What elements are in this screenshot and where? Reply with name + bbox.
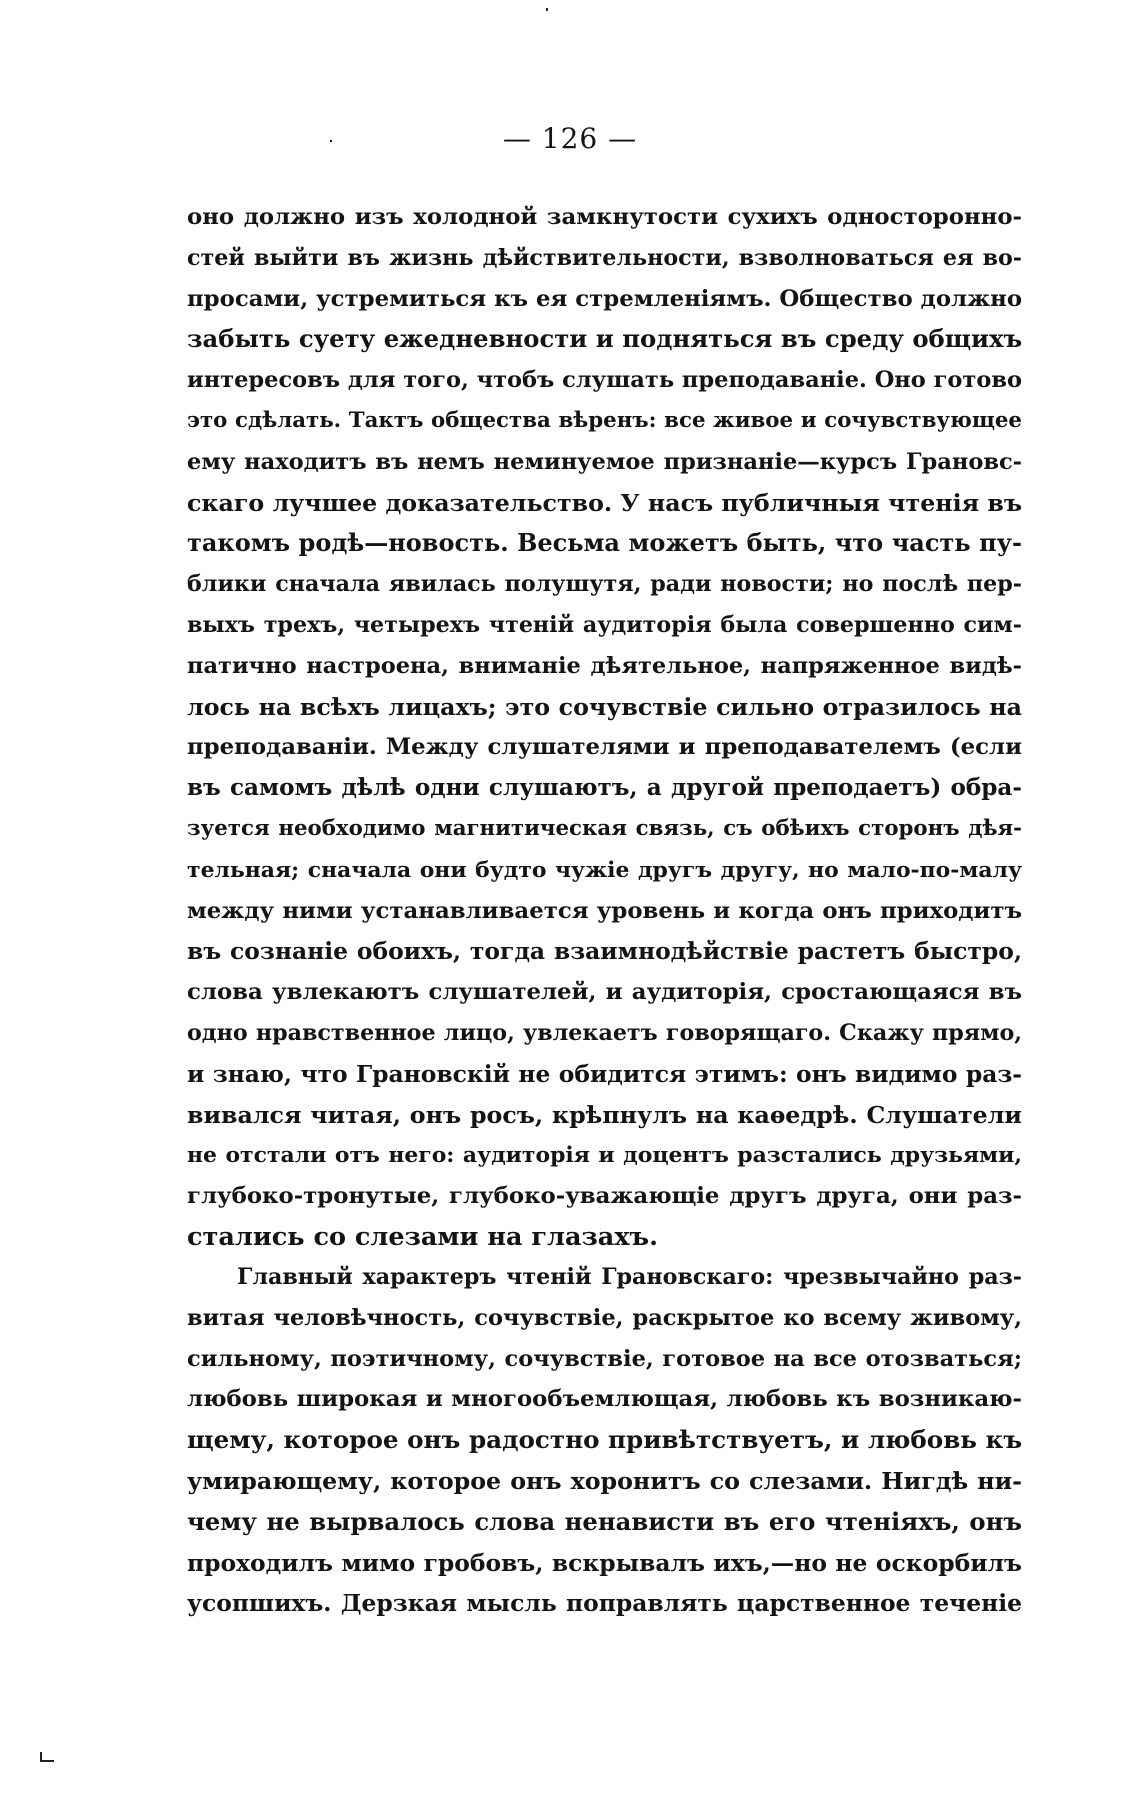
text-line: не отстали отъ него: аудиторія и доцентъ разстались друзьями, [187,1142,1022,1169]
text-line: въ самомъ дѣлѣ одни слушаютъ, а другой преподаетъ) обра- [187,774,1022,802]
text-line: одно нравственное лицо, увлекаетъ говорящаго. Скажу прямо, [187,1019,1022,1046]
text-line: усопшихъ. Дерзкая мысль поправлять царственное теченіе [187,1589,1022,1618]
text-line: тельная; сначала они будто чужіе другъ другу, но мало-по-малу [187,856,1022,883]
text-line: просами, устремиться къ ея стремленіямъ. Общество должно [187,285,1023,312]
text-line: умирающему, которое онъ хоронитъ со слезами. Нигдѣ ни- [187,1466,1022,1495]
text-line: вивался читая, онъ росъ, крѣпнулъ на каѳедрѣ. Слушатели [187,1100,1022,1129]
page-number: — 126 — [502,122,638,155]
text-line: забыть суету ежедневности и подняться въ среду общихъ [187,324,1023,354]
text-line: глубоко-тронутые, глубоко-уважающіе другъ друга, они раз- [187,1183,1022,1210]
scan-mark [546,8,548,11]
text-line: преподаваніи. Между слушателями и преподавателемъ (если [187,734,1022,761]
text-line: такомъ родѣ—новость. Весьма можетъ быть, что часть пу- [187,528,1022,558]
text-line: скаго лучшее доказательство. У насъ публичныя чтенія въ [187,488,1022,517]
text-line: стались со слезами на глазахъ. [187,1221,658,1252]
text-line: слова увлекаютъ слушателей, и аудиторія, сростающаяся въ [187,979,1022,1006]
text-line: чему не вырвалось слова ненависти въ его чтеніяхъ, онъ [187,1506,1022,1536]
text-line: оно должно изъ холодной замкнутости сухихъ односторонно- [187,204,1022,230]
text-line: между ними устанавливается уровень и когда онъ приходитъ [187,897,1022,924]
paragraph-1 [187,197,1022,1258]
text-line: лось на всѣхъ лицахъ; это сочувствіе сильно отразилось на [187,692,1022,721]
text-line: патично настроена, вниманіе дѣятельное, напряженное видѣ- [187,652,1022,679]
scan-mark [40,1760,54,1762]
scan-mark [330,140,332,142]
text-line: это сдѣлать. Тактъ общества вѣренъ: все живое и сочувствующее [187,407,1022,433]
text-line: Главный характеръ чтеній Грановскаго: чрезвычайно раз- [237,1264,1022,1290]
text-line: стей выйти въ жизнь дѣйствительности, взволноваться ея во- [187,244,1022,271]
text-line: ему находитъ въ немъ неминуемое признаніе—курсъ Грановс- [187,448,1022,475]
text-line: въ сознаніе обоихъ, тогда взаимнодѣйствіе растетъ быстро, [187,937,1022,966]
text-line: проходилъ мимо гробовъ, вскрывалъ ихъ,—но не оскорбилъ [187,1548,1022,1577]
text-line: витая человѣчность, сочувствіе, раскрытое ко всему живому, [187,1304,1022,1331]
paragraph-2 [187,1257,1022,1624]
text-line: выхъ трехъ, четырехъ чтеній аудиторія была совершенно сим- [187,611,1022,638]
text-line: любовь широкая и многообъемлющая, любовь къ возникаю- [187,1386,1022,1413]
text-line: сильному, поэтичному, сочувствіе, готовое на все отозваться; [187,1345,1022,1372]
text-line: щему, которое онъ радостно привѣтствуетъ, и любовь къ [187,1425,1023,1455]
text-line: и знаю, что Грановскій не обидится этимъ: онъ видимо раз- [187,1059,1022,1088]
text-line: блики сначала явилась полушутя, ради новости; но послѣ пер- [187,571,1022,598]
text-line: интересовъ для того, чтобъ слушать преподаваніе. Оно готово [187,367,1022,394]
scan-mark [40,1752,42,1762]
text-line: зуется необходимо магнитическая связь, съ обѣихъ сторонъ дѣя- [187,815,1022,841]
